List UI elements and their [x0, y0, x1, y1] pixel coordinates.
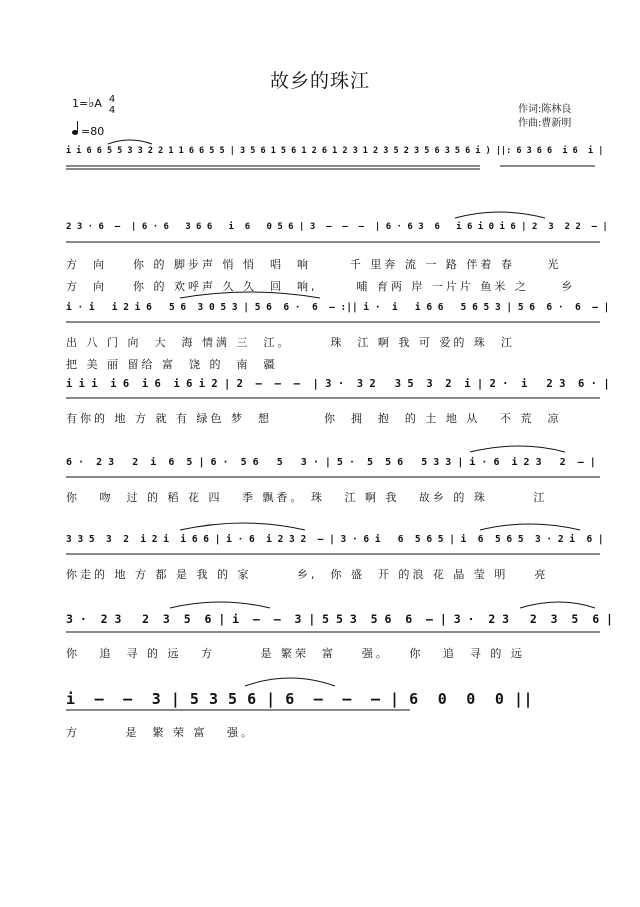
notation-line-4: i i i i 6 i 6 i 6 i 2 | 2 – – – | 3 · 3 2 3 5 3 2 i | 2 · i 2 3 6 · |	[66, 378, 610, 390]
notation-line-1: i i 6 6 5 5 3 3 2 2 1 1 6 6 5 5 | 3 5 6 1 5 6 1 2 6 1 2 3 1 2 3 5 2 3 5 6 3 5 6 i ) ||: 6 3 6 6 i 6 i |	[66, 146, 604, 156]
credits	[518, 103, 571, 131]
flat-icon: ♭	[88, 96, 95, 111]
lyric-line-2a: 方 向 你 的 脚步声 悄 悄 唱 响 千 里奔 流 一 路 伴着 春 光	[66, 258, 562, 271]
meter-bottom: 4	[108, 105, 116, 116]
tempo-marking	[72, 125, 104, 138]
lyric-line-3b: 把 美 丽 留给 富 饶 的 南 疆	[66, 358, 278, 371]
time-signature	[107, 94, 117, 116]
key-letter: A	[94, 97, 102, 110]
notation-line-6: 3 3 5 3 2 i 2 i i 6 6 | i · 6 i 2 3 2 – | 3 · 6 i 6 5 6 5 | i 6 5 6 5 3 · 2 i 6 |	[66, 534, 604, 545]
lyric-line-4: 有你的 地 方 就 有 绿色 梦 想 你 拥 抱 的 土 地 从 不 荒 凉	[66, 412, 562, 425]
lyric-line-7: 你 追 寻 的 远 方 是 繁荣 富 强。 你 追 寻 的 远	[66, 647, 525, 660]
notation-line-7: 3 · 2 3 2 3 5 6 | i – – 3 | 5 5 3 5 6 6 – | 3 · 2 3 2 3 5 6 |	[66, 612, 613, 626]
notation-line-2: 2 3 · 6 – | 6 · 6 3 6 6 i 6 0 5 6 | 3 – – – | 6 · 6 3 6 i 6 i 0 i 6 | 2 3 2 2 – |	[66, 222, 608, 232]
key-prefix: 1=	[72, 97, 89, 110]
composer-credit: 作曲:曹新明	[518, 118, 572, 129]
lyric-line-5: 你 吻 过 的 稻 花 四 季 飘香。 珠 江 啊 我 故乡 的 珠 江	[66, 491, 548, 504]
tempo-value: =80	[81, 125, 105, 138]
lyric-line-2b: 方 向 你 的 欢呼声 久 久 回 响, 哺 育两 岸 一片片 鱼米 之 乡	[66, 280, 576, 293]
notation-line-3: i · i i 2 i 6 5 6 3 0 5 3 | 5 6 6 · 6 – :|| i · i i 6 6 5 6 5 3 | 5 6 6 · 6 – |	[66, 302, 610, 313]
notation-line-8: i – – 3 | 5 3 5 6 | 6 – – – | 6 0 0 0 ||	[66, 690, 534, 708]
song-title: 故乡的珠江	[269, 70, 370, 92]
lyric-line-3a: 出 八 门 向 大 海 情满 三 江。 珠 江 啊 我 可 爱的 珠 江	[66, 336, 515, 349]
lyric-line-8: 方 是 繁 荣 富 强。	[66, 726, 255, 739]
quarter-note-icon	[72, 130, 78, 135]
key-signature	[72, 94, 116, 116]
notation-line-5: 6 · 2 3 2 i 6 5 | 6 · 5 6 5 3 · | 5 · 5 5 6 5 3 3 | i · 6 i 2 3 2 – |	[66, 457, 596, 468]
meter-top: 4	[108, 94, 116, 105]
lyricist-credit: 作词:陈林良	[518, 104, 572, 115]
lyric-line-6: 你走的 地 方 都 是 我 的 家 乡, 你 盛 开 的浪 花 晶 莹 明 亮	[66, 568, 549, 581]
